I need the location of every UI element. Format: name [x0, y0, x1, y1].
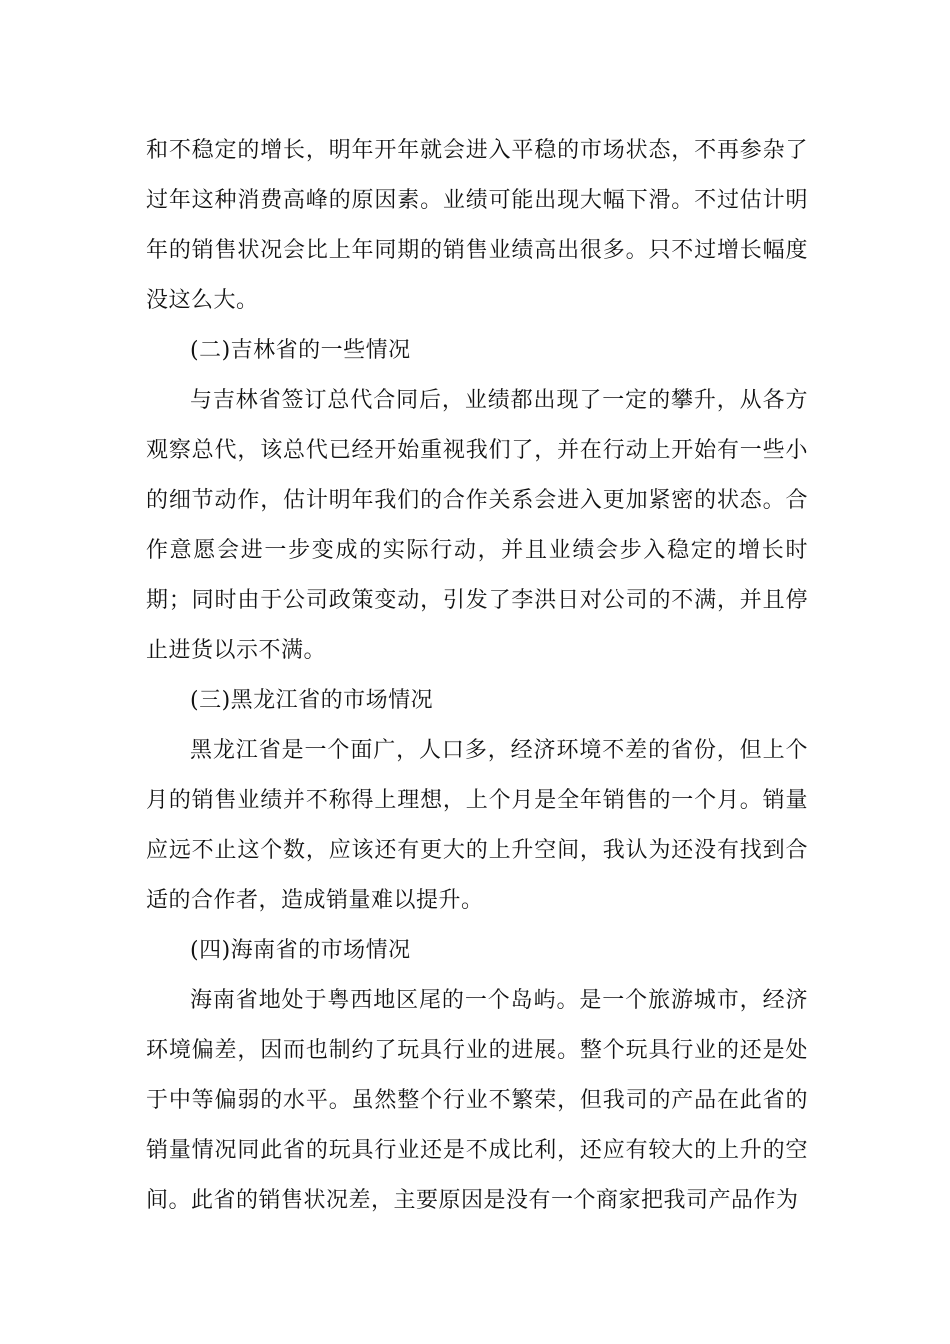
- section-heading-jilin: (二)吉林省的一些情况: [190, 338, 411, 363]
- section-heading-heilongjiang: (三)黑龙江省的市场情况: [190, 688, 434, 713]
- paragraph-continuation: 和不稳定的增长，明年开年就会进入平稳的市场状态，不再参杂了过年这种消费高峰的原因素。业绩可能出现大幅下滑。不过估计明年的销售状况会比上年同期的销售业绩高出很多。只不过增长幅度没这么大。: [146, 138, 808, 313]
- paragraph-heilongjiang: 黑龙江省是一个面广，人口多，经济环境不差的省份，但上个月的销售业绩并不称得上理想，上个月是全年销售的一个月。销量应远不止这个数，应该还有更大的上升空间，我认为还没有找到合适的合作者，造成销量难以提升。: [146, 738, 808, 913]
- paragraph-jilin: 与吉林省签订总代合同后，业绩都出现了一定的攀升，从各方观察总代，该总代已经开始重视我们了，并在行动上开始有一些小的细节动作，估计明年我们的合作关系会进入更加紧密的状态。合作意愿会进一步变成的实际行动，并且业绩会步入稳定的增长时期；同时由于公司政策变动，引发了李洪日对公司的不满，并且停止进货以示不满。: [146, 388, 808, 663]
- section-heading-hainan: (四)海南省的市场情况: [190, 938, 411, 963]
- document-body: [146, 126, 808, 1226]
- paragraph-hainan: 海南省地处于粤西地区尾的一个岛屿。是一个旅游城市，经济环境偏差，因而也制约了玩具行业的进展。整个玩具行业的还是处于中等偏弱的水平。虽然整个行业不繁荣，但我司的产品在此省的销量情况同此省的玩具行业还是不成比利，还应有较大的上升的空间。此省的销售状况差，主要原因是没有一个商家把我司产品作为: [146, 988, 808, 1213]
